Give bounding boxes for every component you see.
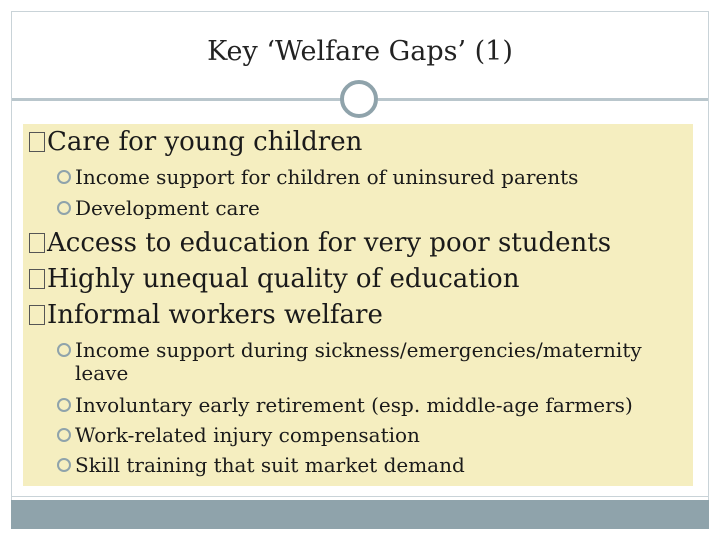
slide-content — [23, 124, 693, 486]
bullet-level2: Work-related injury compensation — [57, 424, 677, 447]
ring-bullet-icon — [57, 428, 71, 442]
bullet-level2: Development care — [57, 197, 677, 220]
bullet-level2: Skill training that suit market demand — [57, 454, 677, 477]
title-divider-right — [378, 98, 708, 101]
ring-bullet-icon — [57, 458, 71, 472]
footer-divider — [11, 496, 709, 497]
divider-ring-icon — [340, 80, 378, 118]
ring-bullet-icon — [57, 343, 71, 357]
bullet-level1: Highly unequal quality of education — [29, 264, 519, 294]
bullet-level2: Income support during sickness/emergencies/maternity leave — [57, 339, 647, 385]
missing-glyph-box-icon — [29, 132, 45, 152]
bullet-level2: Involuntary early retirement (esp. middle-age farmers) — [57, 394, 677, 417]
bullet-level2: Income support for children of uninsured parents — [57, 166, 677, 189]
ring-bullet-icon — [57, 170, 71, 184]
bullet-level1: Access to education for very poor students — [29, 228, 611, 258]
ring-bullet-icon — [57, 398, 71, 412]
ring-bullet-icon — [57, 201, 71, 215]
bullet-level1: Care for young children — [29, 127, 362, 157]
missing-glyph-box-icon — [29, 305, 45, 325]
slide-footer-bar — [11, 500, 709, 529]
missing-glyph-box-icon — [29, 269, 45, 289]
bullet-level1: Informal workers welfare — [29, 300, 383, 330]
slide-title: Key ‘Welfare Gaps’ (1) — [207, 36, 513, 67]
missing-glyph-box-icon — [29, 233, 45, 253]
title-divider-left — [12, 98, 345, 101]
